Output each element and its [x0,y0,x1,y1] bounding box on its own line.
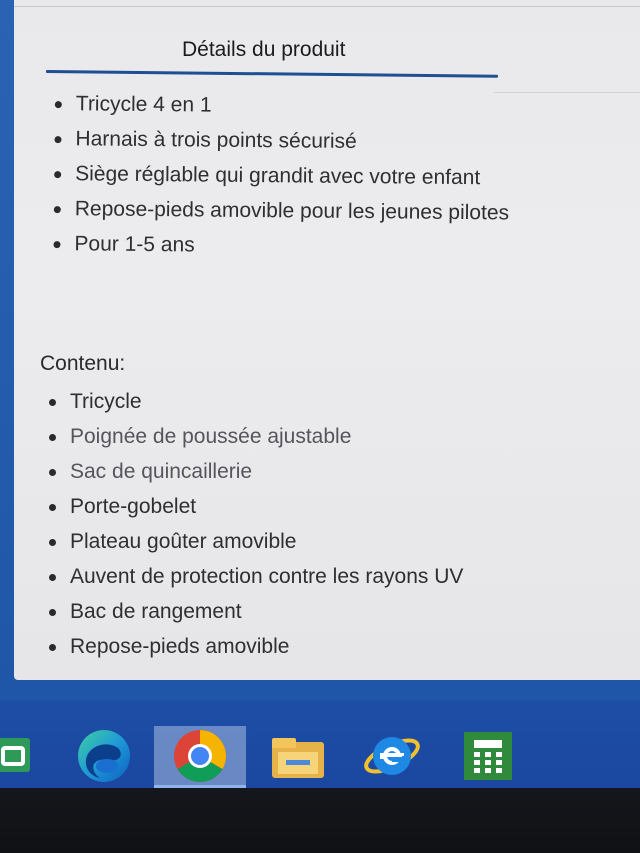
list-item: Bac de rangement [40,594,463,629]
file-explorer-icon[interactable] [266,726,330,788]
internet-explorer-icon[interactable] [360,726,424,788]
top-border [14,6,640,7]
calculator-icon[interactable] [456,726,520,788]
edge-icon[interactable] [72,726,136,788]
list-item: Plateau goûter amovible [40,524,463,559]
list-item: Tricycle [40,384,463,419]
list-item: Poignée de poussée ajustable [40,419,463,454]
list-item: Repose-pieds amovible pour les jeunes pilotes [45,191,510,230]
list-item: Siège réglable qui grandit avec votre enfant [45,156,510,195]
feature-list [44,86,510,265]
list-item: Repose-pieds amovible [40,629,463,664]
chrome-icon[interactable] [154,726,246,788]
active-tab-indicator [46,70,498,78]
store-icon[interactable] [0,726,34,788]
contents-heading: Contenu: [40,352,126,375]
list-item: Pour 1-5 ans [44,226,509,265]
product-details-page [14,0,640,680]
list-item: Porte-gobelet [40,489,463,524]
list-item: Harnais à trois points sécurisé [45,121,510,160]
contents-list [40,384,463,664]
list-item: Auvent de protection contre les rayons UV [40,559,463,594]
list-item: Tricycle 4 en 1 [46,86,511,125]
tab-product-details[interactable]: Détails du produit [182,38,346,61]
list-item: Sac de quincaillerie [40,454,463,489]
taskbar [0,700,640,788]
panel-divider [494,92,640,93]
monitor-bezel [0,788,640,853]
